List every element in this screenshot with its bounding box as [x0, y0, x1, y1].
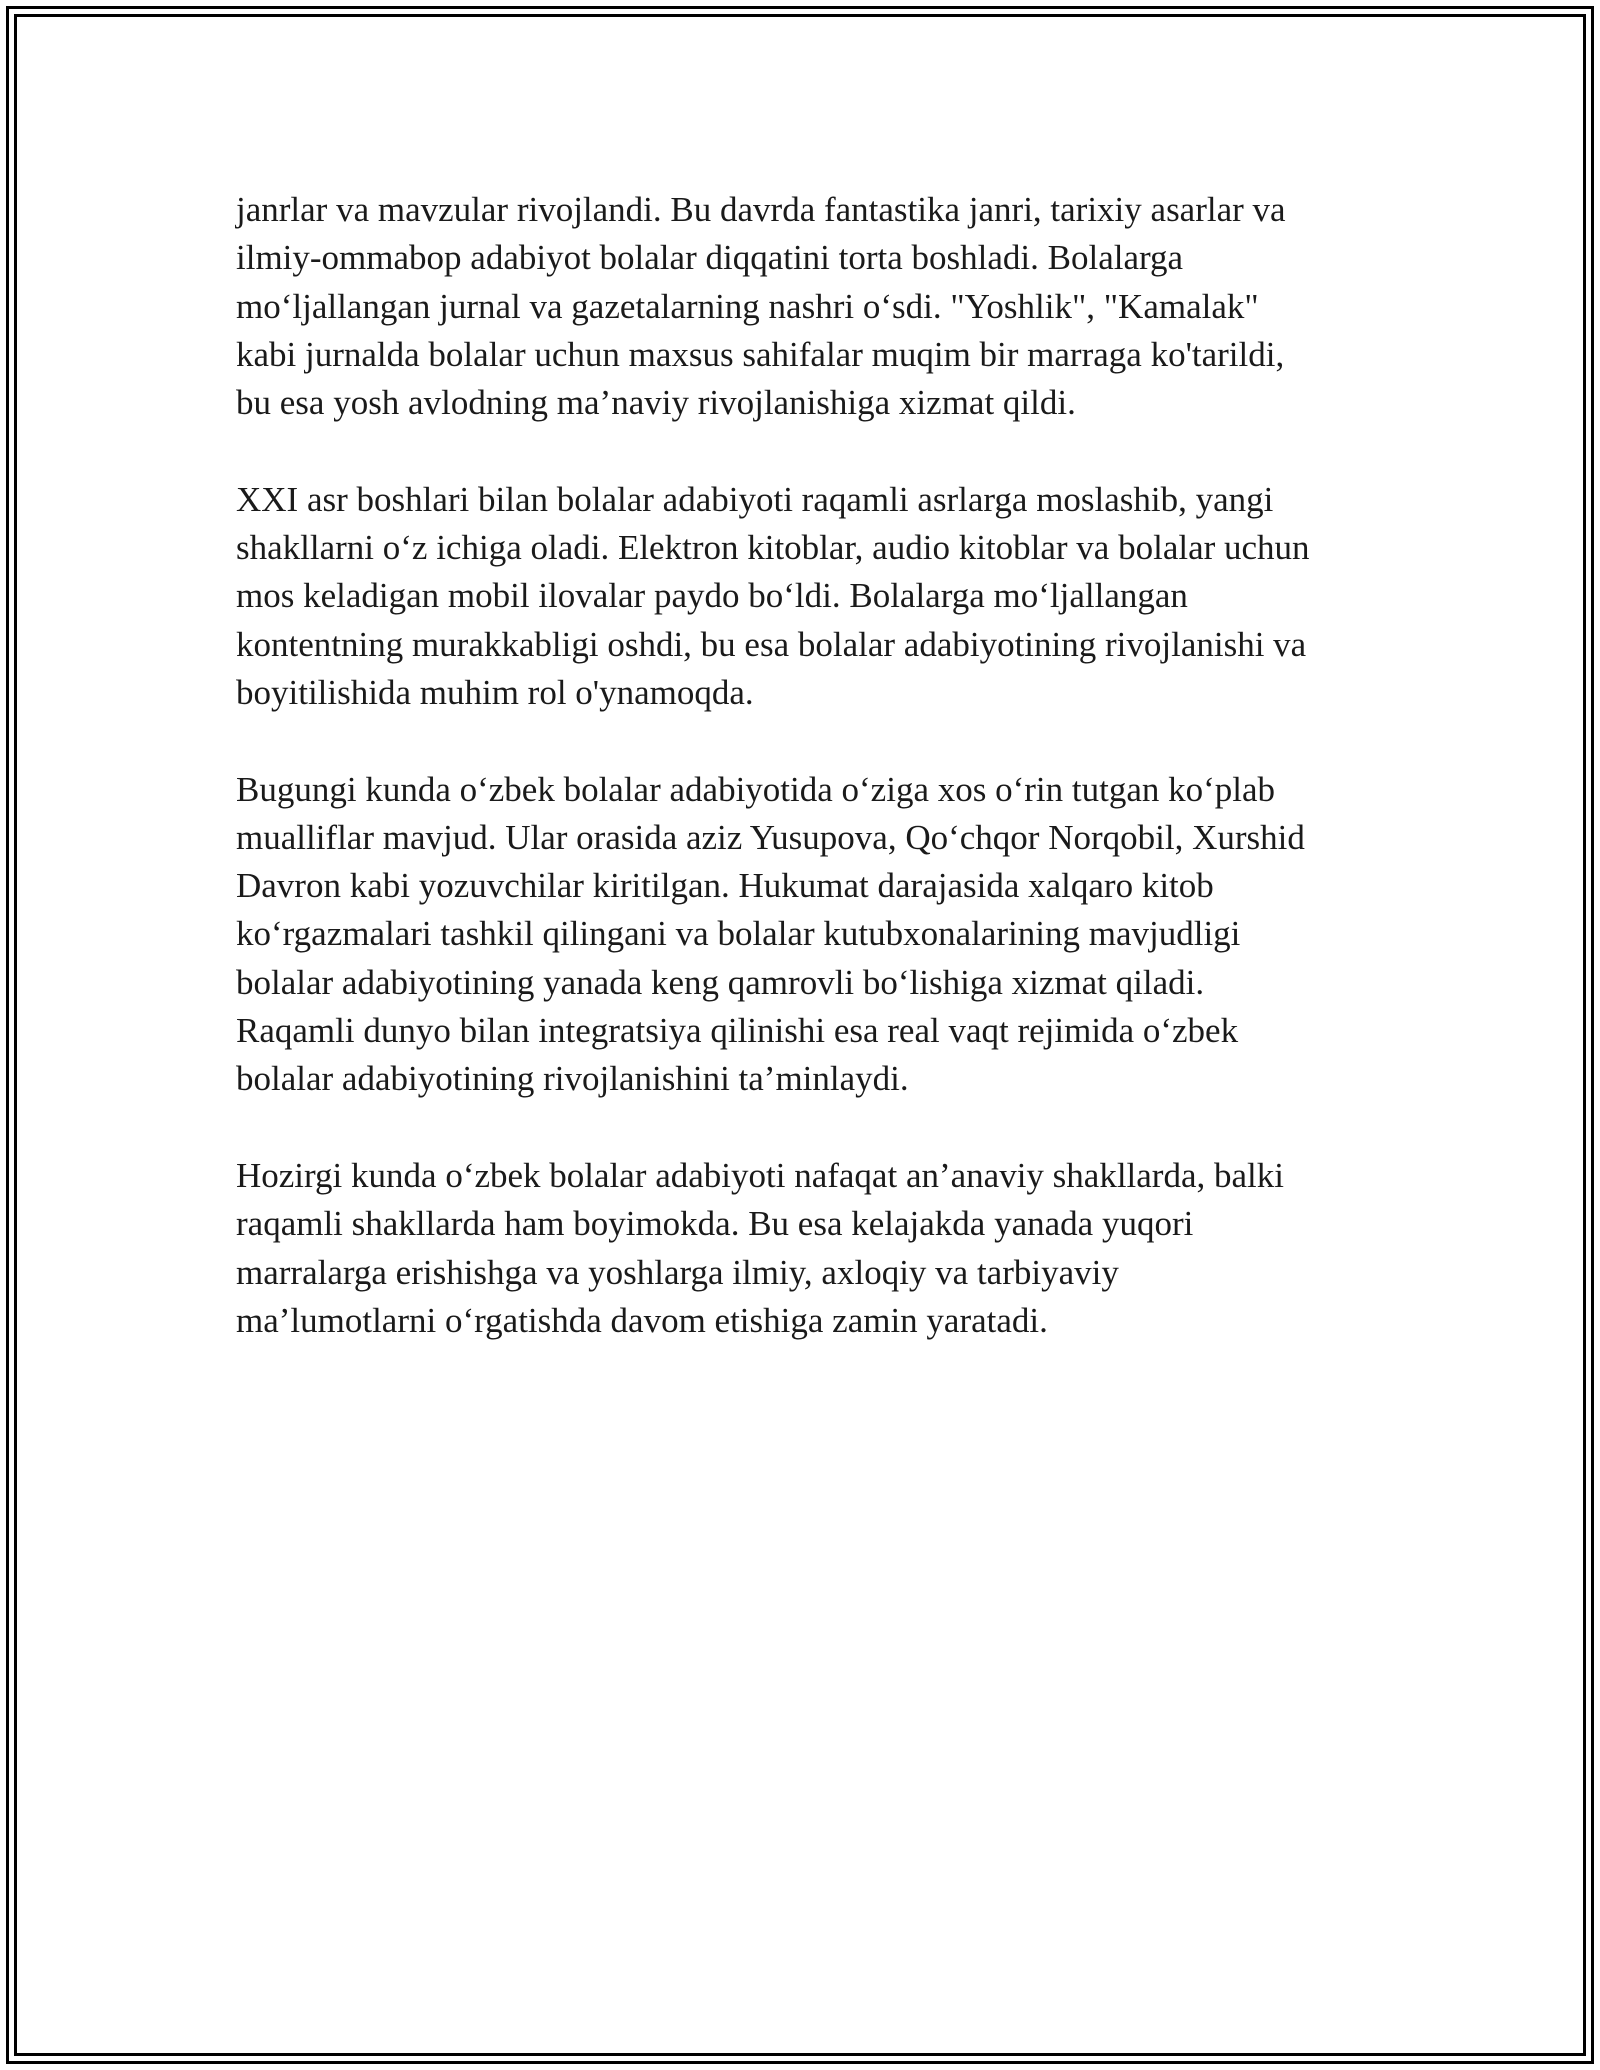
- paragraph-4: Hozirgi kunda o‘zbek bolalar adabiyoti nafaqat an’anaviy shakllarda, balki raqamli shakllarda ham boyimokda. Bu esa kelajakda yanada yuqori marralarga erishishga va yoshlarga ilmiy, axloqiy va tarbiyaviy ma’lumotlarni o‘rgatishda davom etishiga zamin yaratadi.: [236, 1155, 1284, 1340]
- paragraph-2: XXI asr boshlari bilan bolalar adabiyoti raqamli asrlarga moslashib, yangi shakllarni o‘z ichiga oladi. Elektron kitoblar, audio kitoblar va bolalar uchun mos keladigan mobil ilovalar paydo bo‘ldi. Bolalarga mo‘ljallangan kontentning murakkabligi oshdi, bu esa bolalar adabiyotining rivojlanishi va boyitilishida muhim rol o'ynamoqda.: [236, 479, 1310, 712]
- paragraph-1: janrlar va mavzular rivojlandi. Bu davrda fantastika janri, tarixiy asarlar va ilmiy-ommabop adabiyot bolalar diqqatini torta boshladi. Bolalarga mo‘ljallangan jurnal va gazetalarning nashri o‘sdi. "Yoshlik", "Kamalak" kabi jurnalda bolalar uchun maxsus sahifalar muqim bir marraga ko'tarildi, bu esa yosh avlodning ma’naviy rivojlanishiga xizmat qildi.: [236, 190, 1286, 423]
- document-body: [236, 186, 1376, 1393]
- paragraph-3: Bugungi kunda o‘zbek bolalar adabiyotida o‘ziga xos o‘rin tutgan ko‘plab mualliflar mavjud. Ular orasida aziz Yusupova, Qo‘chqor Norqobil, Xurshid Davron kabi yozuvchilar kiritilgan. Hukumat darajasida xalqaro kitob ko‘rgazmalari tashkil qilingani va bolalar kutubxonalarining mavjudligi bolalar adabiyotining yanada keng qamrovli bo‘lishiga xizmat qiladi. Raqamli dunyo bilan integratsiya qilinishi esa real vaqt rejimida o‘zbek bolalar adabiyotining rivojlanishini ta’minlaydi.: [236, 769, 1305, 1099]
